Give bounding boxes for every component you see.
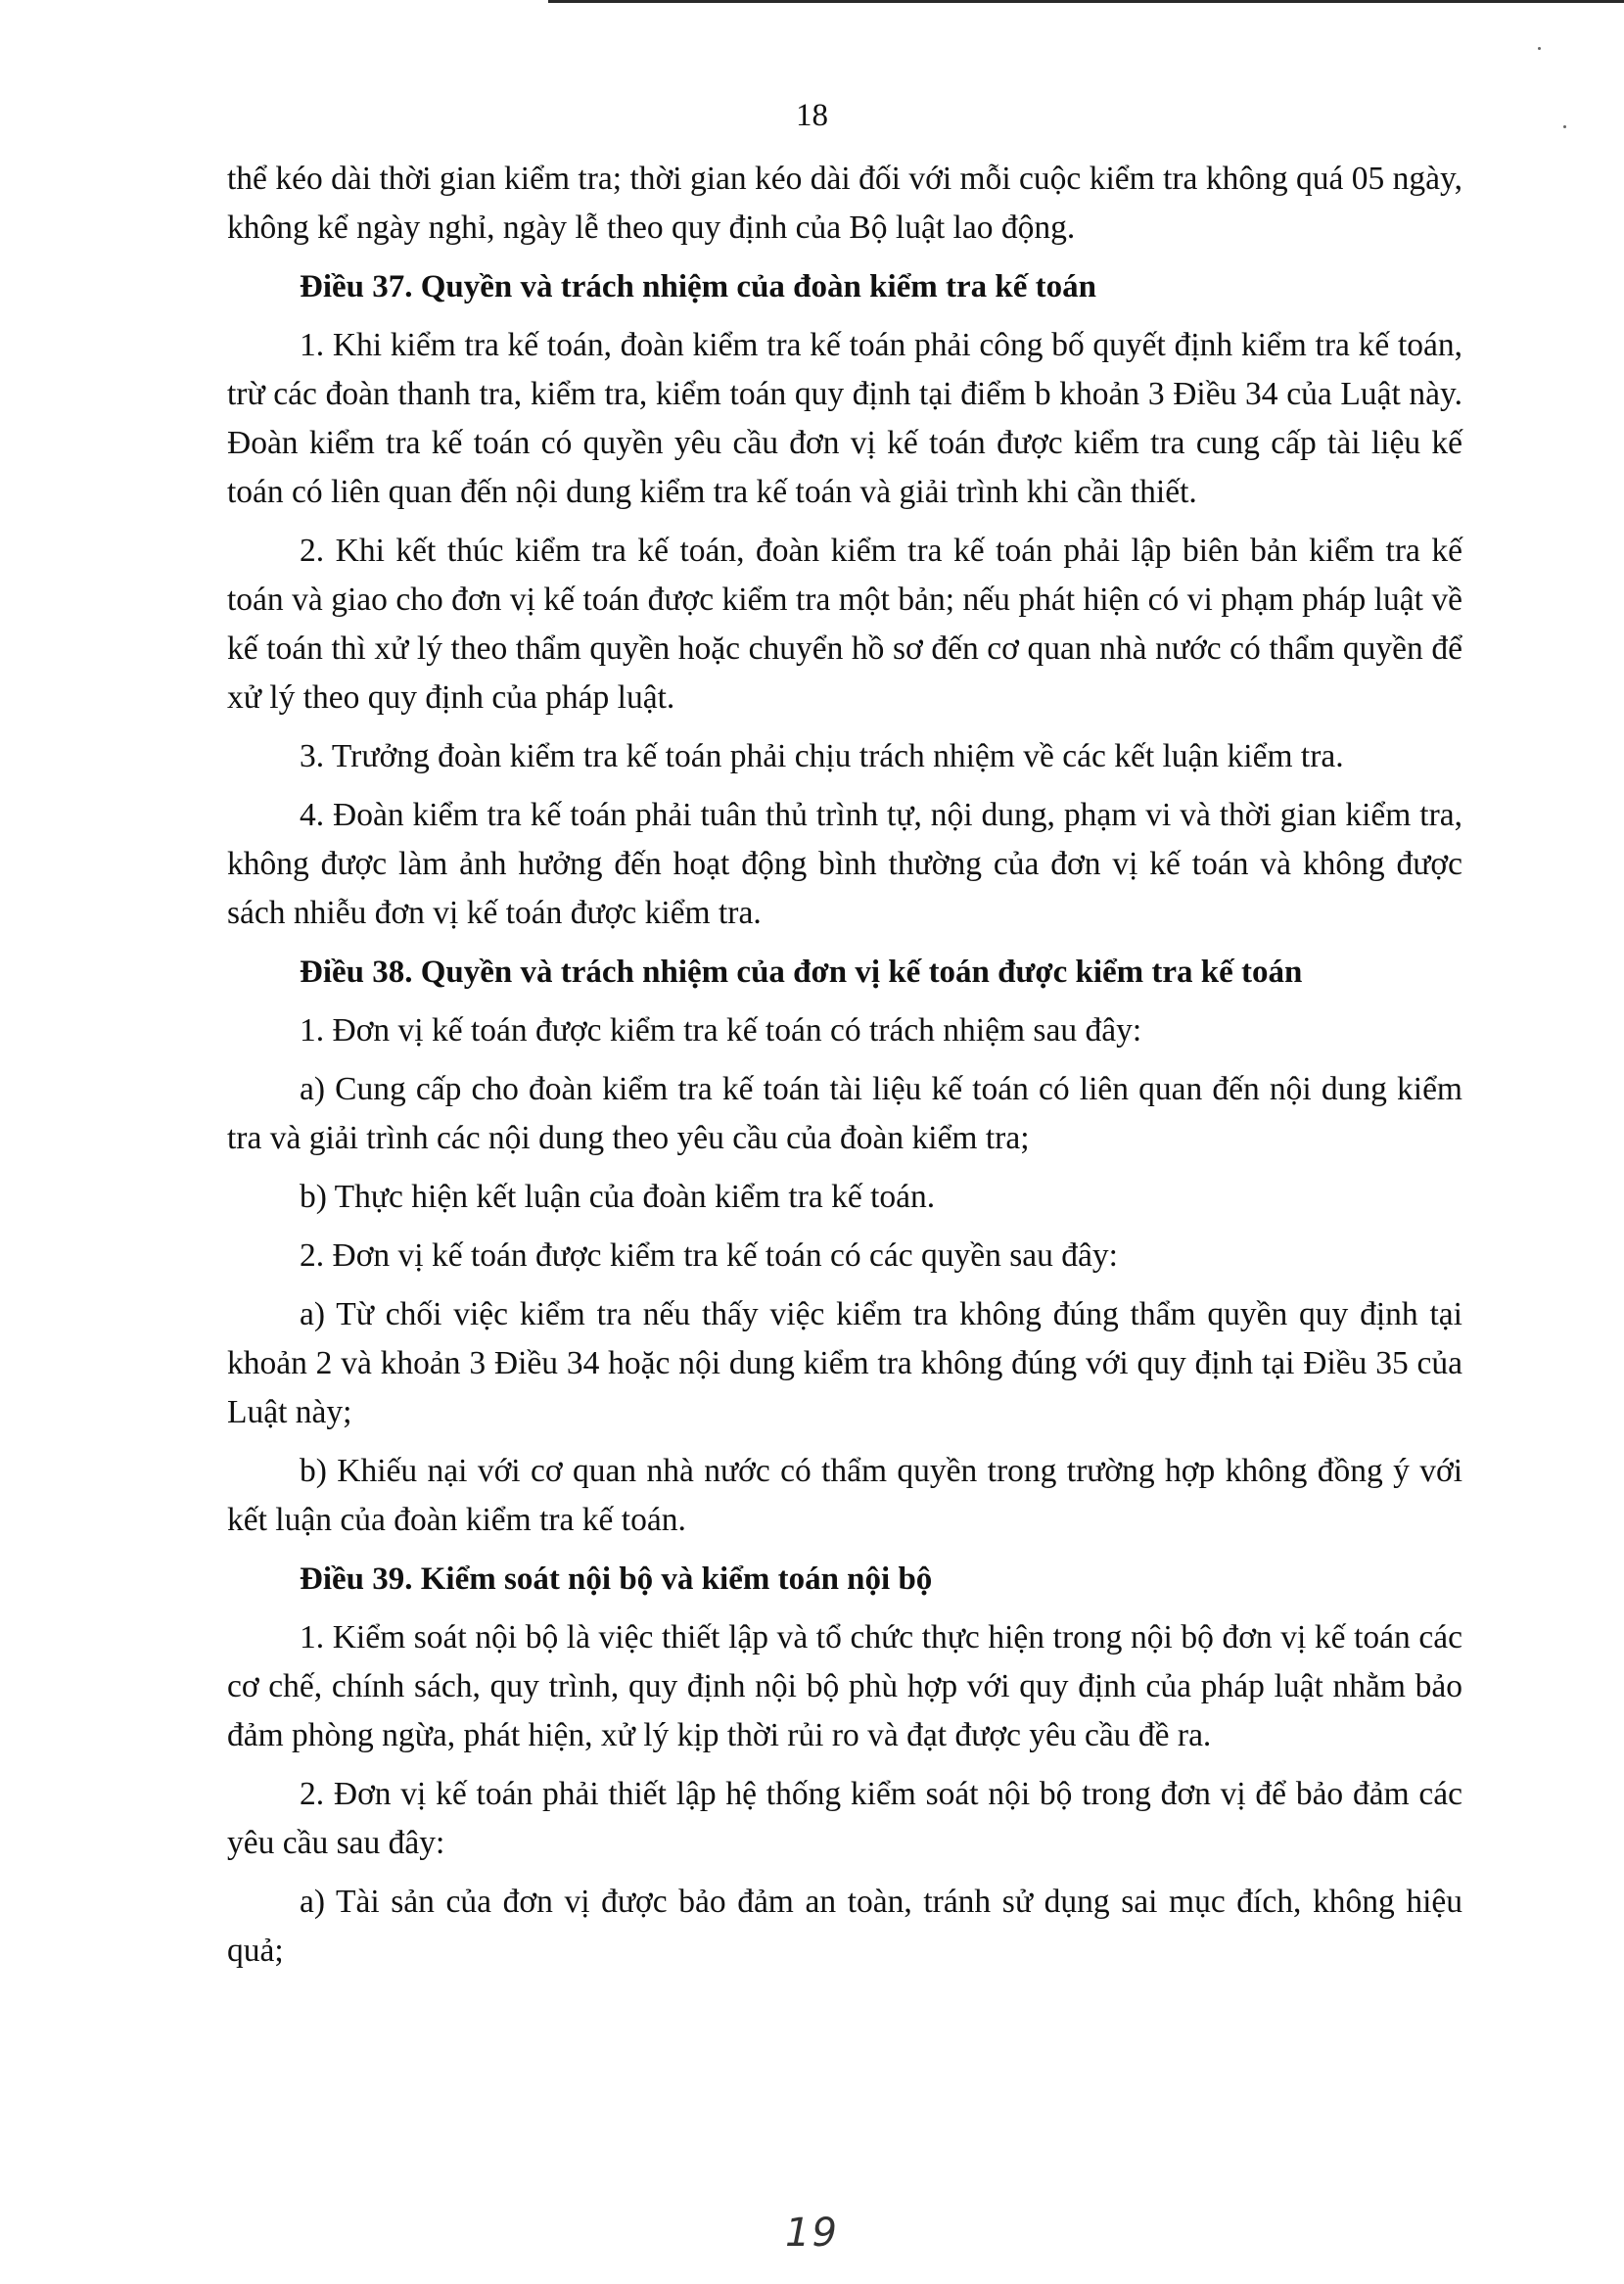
article-37-clause-4: 4. Đoàn kiểm tra kế toán phải tuân thủ trình tự, nội dung, phạm vi và thời gian kiểm tra, không được làm ảnh hưởng đến hoạt động bình thường của đơn vị kế toán và không được sách nhiễu đơn vị kế toán được kiểm tra. xyxy=(227,797,1462,931)
article-39-clause-2a: a) Tài sản của đơn vị được bảo đảm an toàn, tránh sử dụng sai mục đích, không hiệu quả; xyxy=(227,1884,1462,1969)
article-37-heading: Điều 37. Quyền và trách nhiệm của đoàn kiểm tra kế toán xyxy=(300,269,1097,304)
top-border-line xyxy=(548,0,1624,3)
paragraph-continuation: thể kéo dài thời gian kiểm tra; thời gian kéo dài đối với mỗi cuộc kiểm tra không quá 05 ngày, không kể ngày nghỉ, ngày lễ theo quy định của Bộ luật lao động. xyxy=(227,161,1462,246)
article-38-clause-2: 2. Đơn vị kế toán được kiểm tra kế toán có các quyền sau đây: xyxy=(300,1237,1118,1274)
article-37-clause-1: 1. Khi kiểm tra kế toán, đoàn kiểm tra kế toán phải công bố quyết định kiểm tra kế toán, trừ các đoàn thanh tra, kiểm tra, kiểm toán quy định tại điểm b khoản 3 Điều 34 của Luật này. Đoàn kiểm tra kế toán có quyền yêu cầu đơn vị kế toán được kiểm tra cung cấp tài liệu kế toán có liên quan đến nội dung kiểm tra kế toán và giải trình khi cần thiết. xyxy=(227,327,1462,510)
article-38-clause-1b: b) Thực hiện kết luận của đoàn kiểm tra kế toán. xyxy=(300,1179,936,1215)
scan-speck xyxy=(1538,47,1541,50)
article-38-clause-2a: a) Từ chối việc kiểm tra nếu thấy việc kiểm tra không đúng thẩm quyền quy định tại khoản 2 và khoản 3 Điều 34 hoặc nội dung kiểm tra không đúng với quy định tại Điều 35 của Luật này; xyxy=(227,1296,1462,1430)
article-38-clause-2b: b) Khiếu nại với cơ quan nhà nước có thẩm quyền trong trường hợp không đồng ý với kết luận của đoàn kiểm tra kế toán. xyxy=(227,1453,1462,1538)
article-38-clause-1a: a) Cung cấp cho đoàn kiểm tra kế toán tài liệu kế toán có liên quan đến nội dung kiểm tra và giải trình các nội dung theo yêu cầu của đoàn kiểm tra; xyxy=(227,1071,1462,1156)
document-body xyxy=(227,155,1462,1985)
article-39-clause-1: 1. Kiểm soát nội bộ là việc thiết lập và tổ chức thực hiện trong nội bộ đơn vị kế toán các cơ chế, chính sách, quy trình, quy định nội bộ phù hợp với quy định của pháp luật nhằm bảo đảm phòng ngừa, phát hiện, xử lý kịp thời rủi ro và đạt được yêu cầu đề ra. xyxy=(227,1619,1462,1753)
article-37-clause-2: 2. Khi kết thúc kiểm tra kế toán, đoàn kiểm tra kế toán phải lập biên bản kiểm tra kế toán và giao cho đơn vị kế toán được kiểm tra một bản; nếu phát hiện có vi phạm pháp luật về kế toán thì xử lý theo thẩm quyền hoặc chuyển hồ sơ đến cơ quan nhà nước có thẩm quyền để xử lý theo quy định của pháp luật. xyxy=(227,533,1462,716)
handwritten-page-mark: 19 xyxy=(785,2211,839,2256)
article-39-heading: Điều 39. Kiểm soát nội bộ và kiểm toán nội bộ xyxy=(300,1562,933,1597)
page-number: 18 xyxy=(796,98,828,133)
article-38-heading: Điều 38. Quyền và trách nhiệm của đơn vị kế toán được kiểm tra kế toán xyxy=(300,955,1303,990)
article-38-clause-1: 1. Đơn vị kế toán được kiểm tra kế toán có trách nhiệm sau đây: xyxy=(300,1012,1142,1049)
article-39-clause-2: 2. Đơn vị kế toán phải thiết lập hệ thống kiểm soát nội bộ trong đơn vị để bảo đảm các yêu cầu sau đây: xyxy=(227,1776,1462,1861)
article-37-clause-3: 3. Trưởng đoàn kiểm tra kế toán phải chịu trách nhiệm về các kết luận kiểm tra. xyxy=(300,738,1344,774)
